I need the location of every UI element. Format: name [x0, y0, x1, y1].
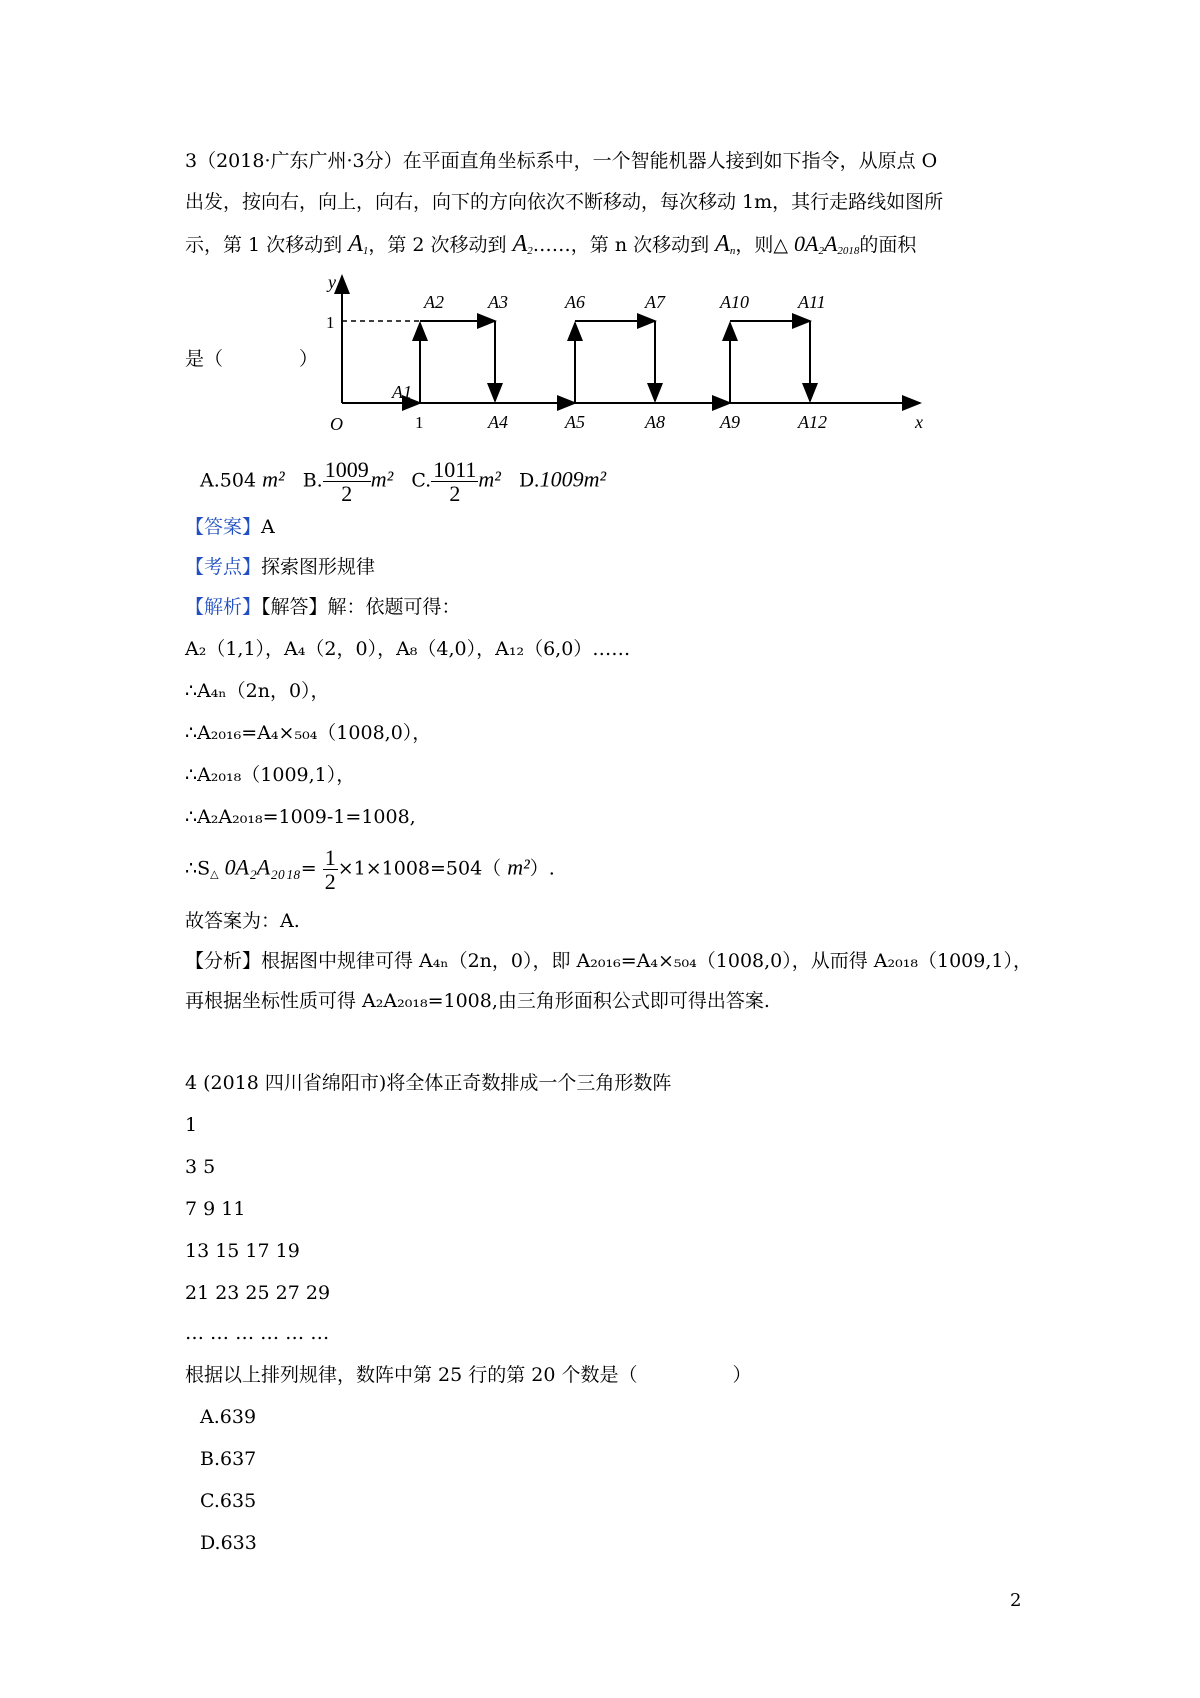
math-a1: $A_1$ — [348, 231, 369, 257]
summary-1: 【分析】根据图中规律可得 A₄ₙ（2n，0），即 A₂₀₁₆=A₄×₅₀₄（1008,0），从而得 A₂₀₁₈（1009,1）， — [185, 950, 1032, 972]
option-b: B. — [302, 469, 323, 492]
label-a7: A7 — [645, 292, 665, 312]
summary-2: 再根据坐标性质可得 A₂A₂₀₁₈=1008,由三角形面积公式即可得出答案. — [185, 990, 770, 1012]
x-axis-label: x — [915, 412, 923, 432]
area-line: $\therefore S_\triangle$ 0A₂A₂₀₁₈= $\frac{1}{2}$ ×1×1008=504（ m²）. — [185, 845, 555, 895]
final-answer: 故答案为：A. — [185, 910, 300, 932]
q4-question: 根据以上排列规律，数阵中第 25 行的第 20 个数是（ ） — [185, 1364, 752, 1386]
label-a4: A4 — [488, 412, 508, 432]
x-tick-1: 1 — [415, 413, 424, 432]
y-tick-1: 1 — [326, 313, 335, 332]
label-a5: A5 — [565, 412, 585, 432]
math-triangle: $0A_2A_{2018}$ — [794, 231, 860, 257]
label-a10: A10 — [720, 292, 749, 312]
q4-option-d: D.633 — [200, 1532, 257, 1554]
label-a3: A3 — [488, 292, 508, 312]
q3-line1: 3（2018·广东广州·3分）在平面直角坐标系中，一个智能机器人接到如下指令，从原点 O — [185, 150, 938, 172]
step-1: A₂（1,1），A₄（2，0），A₈（4,0），A₁₂（6,0）…… — [185, 638, 631, 660]
step-2: ∴A₄ₙ（2n，0）， — [185, 680, 330, 702]
q4-option-a: A.639 — [200, 1406, 257, 1428]
math-a2: $A_2$ — [512, 231, 533, 257]
q4-title: 4 (2018 四川省绵阳市)将全体正奇数排成一个三角形数阵 — [185, 1072, 672, 1094]
q3-line2: 出发，按向右，向上，向右，向下的方向依次不断移动，每次移动 1m，其行走路线如图所 — [185, 191, 944, 213]
math-an: $A_n$ — [715, 231, 736, 257]
step-4: ∴A₂₀₁₈（1009,1）， — [185, 764, 356, 786]
robot-path-diagram — [320, 268, 930, 438]
label-a2: A2 — [424, 292, 444, 312]
analysis-line: 【解析】【解答】解：依题可得： — [185, 596, 461, 618]
point-line: 【考点】探索图形规律 — [185, 556, 376, 578]
q4-row-2: 3 5 — [185, 1156, 216, 1178]
y-axis-label: y — [328, 272, 336, 292]
option-a: A.504 — [200, 469, 257, 492]
label-a6: A6 — [565, 292, 585, 312]
q4-option-b: B.637 — [200, 1448, 257, 1470]
label-a1: A1 — [392, 382, 412, 402]
label-a12: A12 — [798, 412, 827, 432]
q4-row-5: 21 23 25 27 29 — [185, 1282, 331, 1304]
q4-row-3: 7 9 11 — [185, 1198, 246, 1220]
q3-line4: 是（ ） — [185, 348, 319, 370]
q3-options: A.504 m² B. $\frac{1009}{2}$ m² C. $\frac{1011}{2}$ m² D.1009m² — [200, 457, 607, 507]
label-a9: A9 — [720, 412, 740, 432]
page-number: 2 — [1010, 1590, 1022, 1611]
q4-option-c: C.635 — [200, 1490, 257, 1512]
q4-row-6: … … … … … … — [185, 1322, 330, 1344]
q4-row-4: 13 15 17 19 — [185, 1240, 300, 1262]
answer-line: 【答案】A — [185, 516, 275, 538]
step-3: ∴A₂₀₁₆=A₄×₅₀₄（1008,0）， — [185, 722, 432, 744]
origin-label: O — [330, 414, 343, 434]
option-c: C. — [411, 469, 432, 492]
label-a11: A11 — [798, 292, 826, 312]
label-a8: A8 — [645, 412, 665, 432]
option-d: D. — [519, 469, 540, 492]
step-5: ∴A₂A₂₀₁₈=1009-1=1008, — [185, 806, 416, 828]
q3-line3: 示，第 1 次移动到 $A_1$，第 2 次移动到 $A_2\dots\dots$，第 n 次移动到 $A_n$，则△ $0A_2A_{2018}$的面积 — [185, 231, 917, 257]
q4-row-1: 1 — [185, 1114, 198, 1136]
